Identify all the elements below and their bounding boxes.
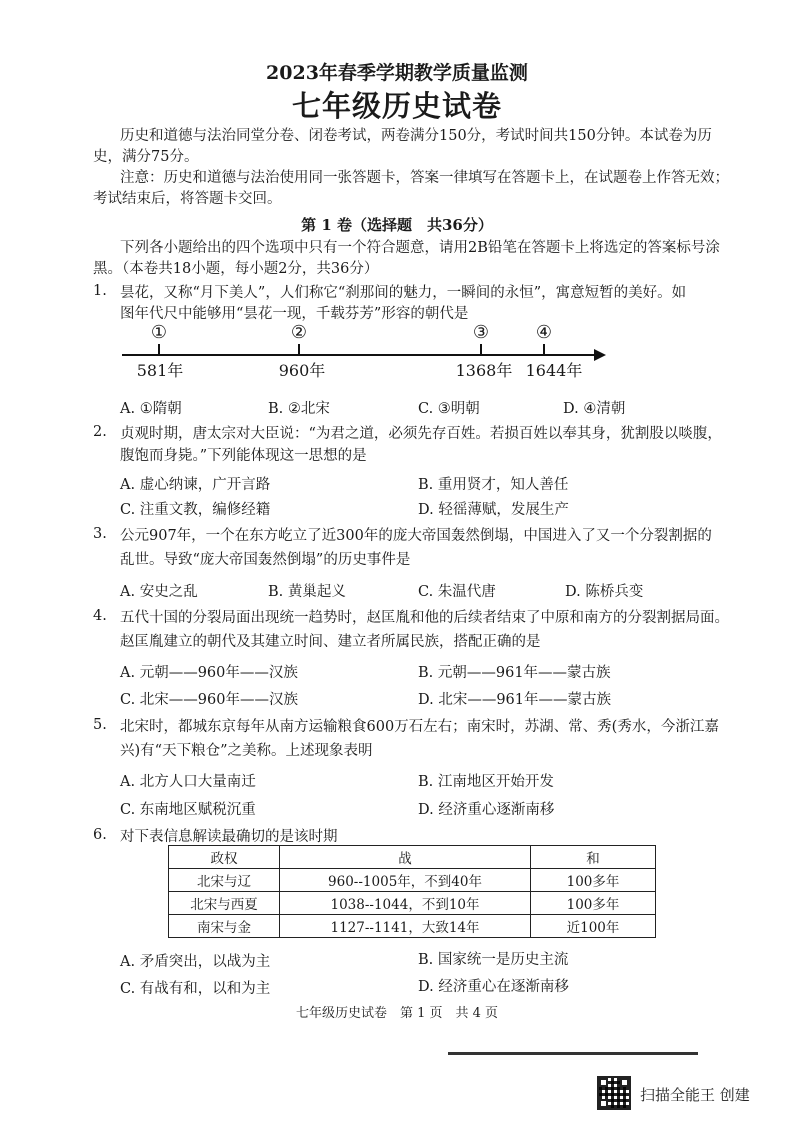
q3-option-d: D. 陈桥兵变 bbox=[565, 584, 644, 600]
q6-option-b: B. 国家统一是历史主流 bbox=[418, 952, 569, 968]
q5-option-b: B. 江南地区开始开发 bbox=[418, 774, 554, 790]
timeline-tick bbox=[543, 344, 545, 355]
scanner-watermark: 扫描全能王 创建 bbox=[640, 1086, 750, 1104]
table-cell: 南宋与金 bbox=[169, 915, 280, 938]
q3-option-b: B. 黄巢起义 bbox=[268, 584, 346, 600]
q1-option-c: C. ③明朝 bbox=[418, 401, 480, 417]
qr-corner bbox=[599, 1078, 608, 1087]
question-5-line-2: 兴)有“天下粮仓”之美称。上述现象表明 bbox=[120, 743, 373, 759]
question-1-line-1: 昙花，又称“月下美人”，人们称它“刹那间的魅力，一瞬间的永恒”，寓意短暂的美好。如 bbox=[120, 285, 687, 301]
question-1-number: 1. bbox=[93, 283, 107, 299]
question-4-line-1: 五代十国的分裂局面出现统一趋势时，赵匡胤和他的后续者结束了中原和南方的分裂割据局面。 bbox=[120, 610, 729, 626]
q4-option-d: D. 北宋——961年——蒙古族 bbox=[418, 692, 612, 708]
q4-option-c: C. 北宋——960年——汉族 bbox=[120, 692, 298, 708]
qr-corner bbox=[620, 1078, 629, 1087]
question-4-line-2: 赵匡胤建立的朝代及其建立时间、建立者所属民族，搭配正确的是 bbox=[120, 634, 541, 650]
timeline-tick bbox=[158, 344, 160, 355]
table-cell: 北宋与辽 bbox=[169, 869, 280, 892]
table-cell: 100多年 bbox=[531, 869, 656, 892]
table-cell: 北宋与西夏 bbox=[169, 892, 280, 915]
q4-option-a: A. 元朝——960年——汉族 bbox=[120, 665, 298, 681]
table-row bbox=[169, 915, 656, 938]
q1-option-b: B. ②北宋 bbox=[268, 401, 330, 417]
q2-option-a: A. 虚心纳谏，广开言路 bbox=[120, 477, 271, 493]
question-6-line-1: 对下表信息解读最确切的是该时期 bbox=[120, 829, 338, 845]
timeline-mark: ④ bbox=[535, 322, 553, 343]
question-4-number: 4. bbox=[93, 608, 107, 624]
q2-option-d: D. 轻徭薄赋，发展生产 bbox=[418, 502, 569, 518]
q4-option-b: B. 元朝——961年——蒙古族 bbox=[418, 665, 611, 681]
note-line-1: 注意：历史和道德与法治使用同一张答题卡，答案一律填写在答题卡上，在试题卷上作答无效； bbox=[120, 170, 729, 186]
table-cell: 近100年 bbox=[531, 915, 656, 938]
qr-corner bbox=[599, 1099, 608, 1108]
table-header: 战 bbox=[280, 846, 531, 869]
question-1-line-2: 图年代尺中能够用“昙花一现，千载芬芳”形容的朝代是 bbox=[120, 306, 469, 322]
timeline-tick bbox=[298, 344, 300, 355]
timeline-year: 1644年 bbox=[525, 361, 583, 380]
table-row bbox=[169, 892, 656, 915]
question-2-line-2: 腹饱而身毙。”下列能体现这一思想的是 bbox=[120, 448, 367, 464]
q5-option-a: A. 北方人口大量南迁 bbox=[120, 774, 256, 790]
timeline-year: 1368年 bbox=[455, 361, 513, 380]
timeline-year: 960年 bbox=[278, 361, 326, 380]
question-2-number: 2. bbox=[93, 424, 107, 440]
q1-option-a: A. ①隋朝 bbox=[120, 401, 182, 417]
intro-line-1: 历史和道德与法治同堂分卷、闭卷考试，两卷满分150分，考试时间共150分钟。本试卷为历 bbox=[120, 128, 712, 144]
timeline-mark: ③ bbox=[472, 322, 490, 343]
note-line-2: 考试结束后，将答题卡交回。 bbox=[93, 191, 282, 207]
timeline-mark: ① bbox=[150, 322, 168, 343]
question-2-line-1: 贞观时期，唐太宗对大臣说：“为君之道，必须先存百姓。若损百姓以奉其身，犹割股以啖腹， bbox=[120, 426, 722, 442]
q6-option-c: C. 有战有和，以和为主 bbox=[120, 981, 271, 997]
timeline-chart bbox=[118, 322, 618, 392]
question-5-line-1: 北宋时，都城东京每年从南方运输粮食600万石左右；南宋时，苏湖、常、秀(秀水，今浙江嘉 bbox=[120, 719, 719, 735]
q5-option-d: D. 经济重心逐渐南移 bbox=[418, 802, 555, 818]
scan-artifact-line bbox=[448, 1052, 698, 1055]
exam-subtitle: 2023年春季学期教学质量监测 bbox=[266, 62, 528, 84]
table-header: 政权 bbox=[169, 846, 280, 869]
q1-option-d: D. ④清朝 bbox=[563, 401, 626, 417]
timeline-arrow-icon bbox=[594, 349, 606, 361]
question-3-number: 3. bbox=[93, 526, 107, 542]
table-row bbox=[169, 869, 656, 892]
info-table bbox=[168, 845, 656, 938]
qr-code-icon bbox=[597, 1076, 631, 1110]
question-3-line-1: 公元907年，一个在东方屹立了近300年的庞大帝国轰然倒塌，中国进入了又一个分裂割据的 bbox=[120, 528, 712, 544]
q6-option-d: D. 经济重心在逐渐南移 bbox=[418, 979, 569, 995]
section-instructions-2: 黑。（本卷共18小题，每小题2分，共36分） bbox=[93, 261, 379, 277]
table-cell: 1038--1044，不到10年 bbox=[280, 892, 531, 915]
q5-option-c: C. 东南地区赋税沉重 bbox=[120, 802, 256, 818]
table-header-row bbox=[169, 846, 656, 869]
q3-option-a: A. 安史之乱 bbox=[120, 584, 198, 600]
timeline-tick bbox=[480, 344, 482, 355]
question-5-number: 5. bbox=[93, 717, 107, 733]
exam-title: 七年级历史试卷 bbox=[291, 89, 502, 123]
table-cell: 960--1005年，不到40年 bbox=[280, 869, 531, 892]
q6-option-a: A. 矛盾突出，以战为主 bbox=[120, 954, 271, 970]
section-title: 第 1 卷（选择题 共36分） bbox=[301, 216, 493, 234]
timeline-year: 581年 bbox=[136, 361, 184, 380]
table-header: 和 bbox=[531, 846, 656, 869]
question-3-line-2: 乱世。导致“庞大帝国轰然倒塌”的历史事件是 bbox=[120, 552, 411, 568]
q3-option-c: C. 朱温代唐 bbox=[418, 584, 496, 600]
section-instructions-1: 下列各小题给出的四个选项中只有一个符合题意，请用2B铅笔在答题卡上将选定的答案标号涂 bbox=[120, 240, 720, 256]
intro-line-2: 史，满分75分。 bbox=[93, 149, 199, 165]
table-cell: 1127--1141，大致14年 bbox=[280, 915, 531, 938]
page-footer: 七年级历史试卷 第 1 页 共 4 页 bbox=[295, 1006, 499, 1021]
timeline-mark: ② bbox=[290, 322, 308, 343]
q2-option-b: B. 重用贤才，知人善任 bbox=[418, 477, 569, 493]
timeline-axis bbox=[122, 354, 596, 356]
question-6-number: 6. bbox=[93, 827, 107, 843]
table-cell: 100多年 bbox=[531, 892, 656, 915]
q2-option-c: C. 注重文教，编修经籍 bbox=[120, 502, 271, 518]
